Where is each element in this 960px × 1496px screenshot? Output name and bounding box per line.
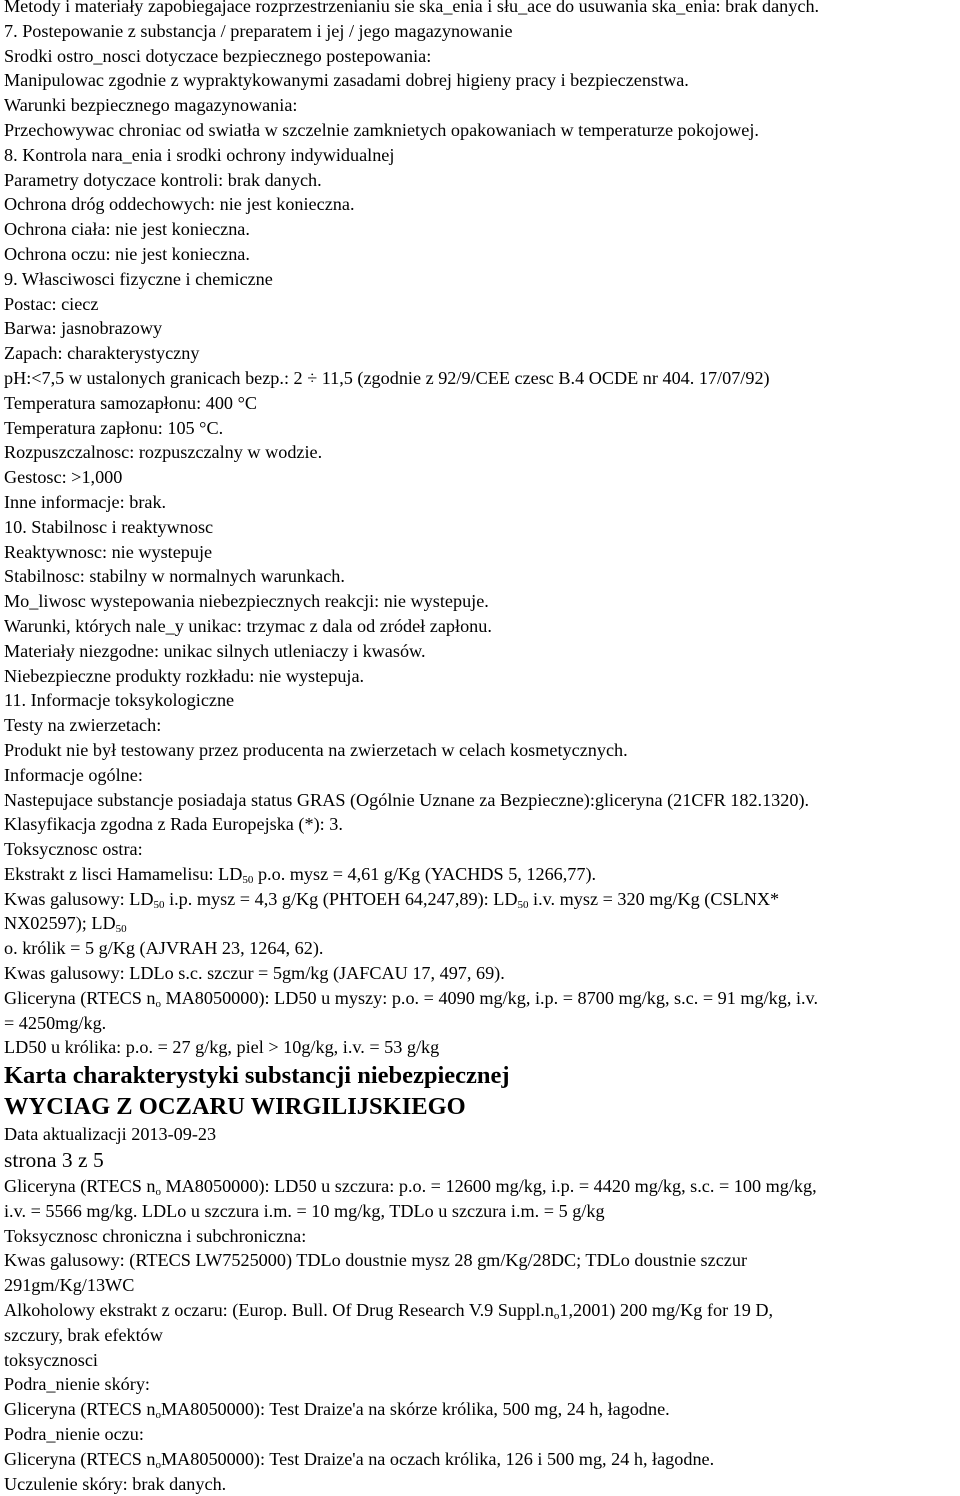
text-line: Ochrona ciała: nie jest konieczna.: [4, 219, 250, 240]
tox-line-galusowy-tdlo-cont: 291gm/Kg/13WC: [4, 1275, 135, 1296]
page-number: strona 3 z 5: [4, 1148, 104, 1173]
tox-line-alkoholowy-cont: szczury, brak efektów: [4, 1324, 163, 1345]
text-line: Parametry dotyczace kontroli: brak danych.: [4, 169, 322, 190]
text-line: Temperatura samozapłonu: 400 °C: [4, 392, 257, 413]
text-line: pH:<7,5 w ustalonych granicach bezp.: 2 ÷ 11,5 (zgodnie z 92/9/CEE czesc B.4 OCDE nr 404. 17/07/92): [4, 367, 770, 388]
document-title: Karta charakterystyki substancji niebezpiecznej: [4, 1062, 510, 1090]
text-line: Barwa: jasnobrazowy: [4, 318, 163, 339]
text-line: Reaktywnosc: nie wystepuje: [4, 541, 213, 562]
update-date: Data aktualizacji 2013-09-23: [4, 1124, 217, 1145]
product-name: WYCIAG Z OCZARU WIRGILIJSKIEGO: [4, 1093, 466, 1121]
text-line: Rozpuszczalnosc: rozpuszczalny w wodzie.: [4, 442, 323, 463]
text-line: Testy na zwierzetach:: [4, 715, 162, 736]
text-line: 11. Informacje toksykologiczne: [4, 690, 235, 711]
text-line: Informacje ogólne:: [4, 764, 143, 785]
tox-line-gliceryna-szczur-cont: i.v. = 5566 mg/kg. LDLo u szczura i.m. = 10 mg/kg, TDLo u szczura i.m. = 5 g/kg: [4, 1200, 605, 1221]
text-line: Postac: ciecz: [4, 293, 99, 314]
text-line: Przechowywac chroniac od swiatła w szczelnie zamknietych opakowaniach w temperaturze pokojowej.: [4, 119, 759, 140]
text-line: 7. Postepowanie z substancja / preparatem i jej / jego magazynowanie: [4, 20, 513, 41]
text-line: Mo_liwosc wystepowania niebezpiecznych reakcji: nie wystepuje.: [4, 591, 489, 612]
eye-irritation-line: Gliceryna (RTECS noMA8050000): Test Draize'a na oczach królika, 126 i 500 mg, 24 h, łagodne.: [4, 1448, 715, 1471]
tox-line-krolika: LD50 u królika: p.o. = 27 g/kg, piel > 10g/kg, i.v. = 53 g/kg: [4, 1037, 440, 1058]
text-line: Temperatura zapłonu: 105 °C.: [4, 417, 224, 438]
text-line: Nastepujace substancje posiadaja status GRAS (Ogólnie Uznane za Bezpieczne):gliceryna (21CFR 182.1320).: [4, 789, 810, 810]
text-line: Gestosc: >1,000: [4, 467, 123, 488]
text-line: Toksycznosc ostra:: [4, 839, 143, 860]
tox-line-hamamelis: Ekstrakt z lisci Hamamelisu: LD50 p.o. mysz = 4,61 g/Kg (YACHDS 5, 1266,77).: [4, 863, 597, 886]
tox-line-kwas-galusowy-cont: NX02597); LD50: [4, 913, 127, 936]
text-line: 10. Stabilnosc i reaktywnosc: [4, 516, 214, 537]
text-line: Metody i materiały zapobiegajace rozprzestrzenianiu sie ska_enia i słu_ace do usuwania ska_enia: brak danych.: [4, 0, 820, 16]
text-line: Srodki ostro_nosci dotyczace bezpiecznego postepowania:: [4, 45, 432, 66]
tox-line-kwas-galusowy-ldlo: Kwas galusowy: LDLo s.c. szczur = 5gm/kg (JAFCAU 17, 497, 69).: [4, 963, 505, 984]
text-line: Klasyfikacja zgodna z Rada Europejska (*): 3.: [4, 814, 343, 835]
text-line: Manipulowac zgodnie z wypraktykowanymi zasadami dobrej higieny pracy i bezpieczenstwa.: [4, 70, 689, 91]
tox-line-krolik: o. królik = 5 g/Kg (AJVRAH 23, 1264, 62).: [4, 938, 324, 959]
document-body: [4, 0, 960, 862]
tox-line-galusowy-tdlo: Kwas galusowy: (RTECS LW7525000) TDLo doustnie mysz 28 gm/Kg/28DC; TDLo doustnie szczur: [4, 1250, 748, 1271]
text-line: 9. Własciwosci fizyczne i chemiczne: [4, 268, 273, 289]
skin-irritation-heading: Podra_nienie skóry:: [4, 1374, 150, 1395]
chronic-toxicity-heading: Toksycznosc chroniczna i subchroniczna:: [4, 1225, 307, 1246]
text-line: Warunki bezpiecznego magazynowania:: [4, 95, 298, 116]
text-line: Materiały niezgodne: unikac silnych utleniaczy i kwasów.: [4, 640, 426, 661]
skin-sensitization-line: Uczulenie skóry: brak danych.: [4, 1473, 227, 1494]
tox-line-gliceryna-myszy: Gliceryna (RTECS no MA8050000): LD50 u myszy: p.o. = 4090 mg/kg, i.p. = 8700 mg/kg, s.c. = 91 mg/kg, i.v.: [4, 987, 819, 1010]
tox-line-toksycznosci: toksycznosci: [4, 1349, 98, 1370]
text-line: 8. Kontrola nara_enia i srodki ochrony indywidualnej: [4, 144, 395, 165]
tox-line-alkoholowy: Alkoholowy ekstrakt z oczaru: (Europ. Bull. Of Drug Research V.9 Suppl.no1,2001) 200 mg/Kg for 19 D,: [4, 1300, 774, 1323]
text-line: Produkt nie był testowany przez producenta na zwierzetach w celach kosmetycznych.: [4, 739, 628, 760]
text-line: Ochrona dróg oddechowych: nie jest konieczna.: [4, 194, 355, 215]
tox-line-gliceryna-myszy-cont: = 4250mg/kg.: [4, 1012, 107, 1033]
eye-irritation-heading: Podra_nienie oczu:: [4, 1424, 144, 1445]
skin-irritation-line: Gliceryna (RTECS noMA8050000): Test Draize'a na skórze królika, 500 mg, 24 h, łagodne.: [4, 1399, 670, 1422]
text-line: Stabilnosc: stabilny w normalnych warunkach.: [4, 566, 345, 587]
text-line: Ochrona oczu: nie jest konieczna.: [4, 243, 250, 264]
text-line: Inne informacje: brak.: [4, 491, 167, 512]
text-line: Niebezpieczne produkty rozkładu: nie wystepuja.: [4, 665, 365, 686]
tox-line-kwas-galusowy: Kwas galusowy: LD50 i.p. mysz = 4,3 g/Kg (PHTOEH 64,247,89): LD50 i.v. mysz = 320 mg/Kg (CSLNX*: [4, 888, 780, 911]
text-line: Warunki, których nale_y unikac: trzymac z dala od zródeł zapłonu.: [4, 615, 492, 636]
text-line: Zapach: charakterystyczny: [4, 343, 200, 364]
tox-line-gliceryna-szczur: Gliceryna (RTECS no MA8050000): LD50 u szczura: p.o. = 12600 mg/kg, i.p. = 4420 mg/kg, s.c. = 100 mg/kg,: [4, 1176, 817, 1199]
